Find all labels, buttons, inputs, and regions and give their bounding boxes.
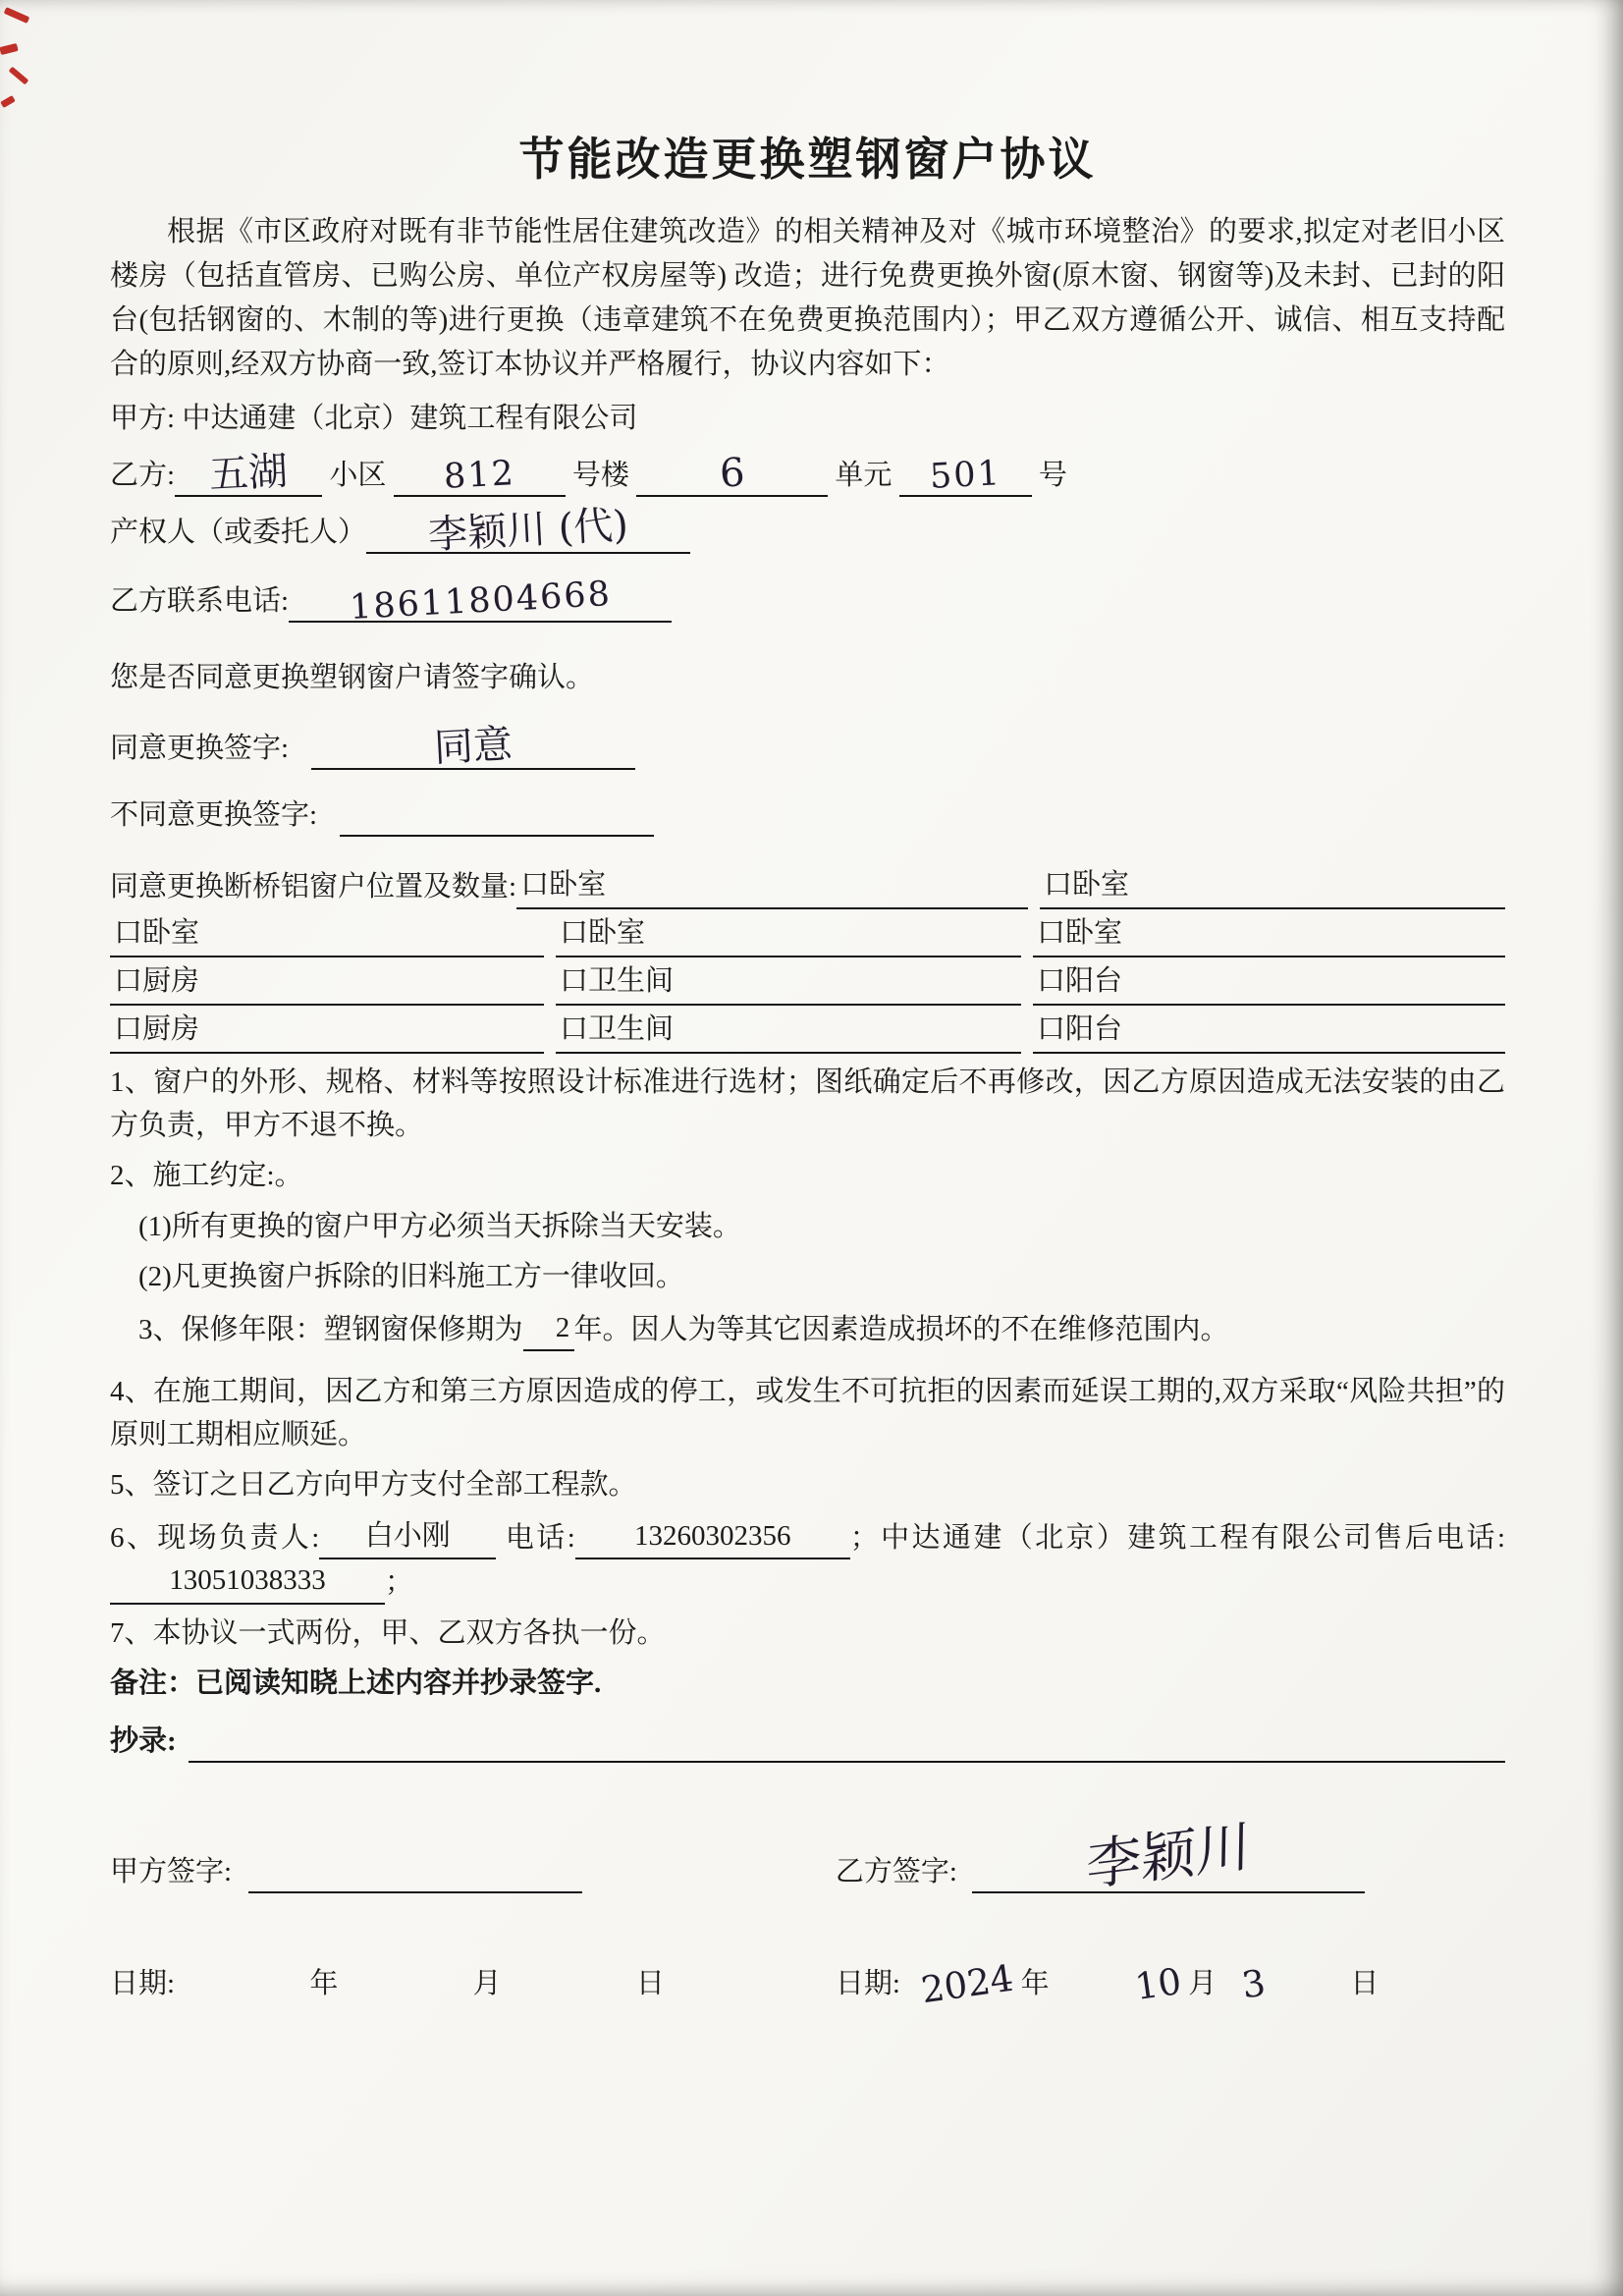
party-a-signature-label: 甲方签字: bbox=[110, 1855, 233, 1887]
party-a-label: 甲方: bbox=[110, 402, 176, 434]
window-cell: 口卧室 bbox=[516, 864, 1028, 909]
party-b-signature-block bbox=[835, 1814, 1505, 1899]
red-scan-mark bbox=[0, 95, 16, 108]
owner-label: 产权人（或委托人） bbox=[110, 516, 367, 548]
clause-6-pre: 6、现场负责人: bbox=[110, 1521, 320, 1554]
clause-2: 2、施工约定:。 bbox=[110, 1160, 303, 1192]
clause-7: 7、本协议一式两份，甲、乙双方各执一份。 bbox=[110, 1616, 666, 1649]
window-location-table bbox=[110, 864, 1505, 1054]
document-content bbox=[110, 126, 1505, 2012]
remark-line bbox=[110, 1663, 1505, 1706]
owner-blank bbox=[366, 502, 690, 559]
clause-3-pre: 3、保修年限：塑钢窗保修期为 bbox=[138, 1313, 523, 1345]
party-b-date-block bbox=[835, 1956, 1505, 2012]
party-a-value: 中达通建（北京）建筑工程有限公司 bbox=[182, 402, 638, 434]
party-b-signature-handwriting: 李颖川 bbox=[1086, 1814, 1252, 1899]
red-scan-mark bbox=[9, 67, 29, 85]
room-blank bbox=[899, 452, 1032, 497]
party-a-line bbox=[110, 397, 1505, 440]
disagree-line bbox=[110, 793, 1505, 837]
intro-paragraph: 根据《市区政府对既有非节能性居住建筑改造》的相关精神及对《城市环境整治》的要求,拟定对老旧小区楼房（包括直管房、已购公房、单位产权房屋等) 改造；进行免费更换外窗(原木窗、钢窗等)及未封、已封的阳台(包括钢窗的、木制的等)进行更换（违章建筑不在免费更换范围内）；甲乙双方遵循公开、诚信、相互支持配合的原则,经双方协商一致,签订本协议并严格履行，协议内容如下： bbox=[110, 215, 1505, 380]
page-title: 节能改造更换塑钢窗户协议 bbox=[518, 135, 1097, 185]
party-b-line bbox=[110, 450, 1505, 497]
clause-2-2: (2)凡更换窗户拆除的旧料施工方一律收回。 bbox=[138, 1261, 684, 1293]
window-table-row bbox=[110, 912, 1505, 957]
day-suffix: 日 bbox=[1350, 1968, 1380, 2000]
phone-handwriting: 18611804668 bbox=[348, 574, 613, 628]
window-table-header: 同意更换断桥铝窗户位置及数量: bbox=[110, 871, 517, 903]
disagree-blank bbox=[340, 797, 654, 837]
window-cell: 口厨房 bbox=[110, 960, 544, 1006]
signature-row bbox=[110, 1814, 1505, 1899]
community-suffix: 小区 bbox=[329, 459, 387, 491]
consent-prompt: 您是否同意更换塑钢窗户请签字确认。 bbox=[110, 661, 595, 693]
agree-blank bbox=[311, 723, 635, 770]
year-suffix: 年 bbox=[309, 1968, 339, 2000]
room-suffix: 号 bbox=[1038, 459, 1067, 491]
remark-label: 备注： bbox=[110, 1667, 196, 1700]
window-cell: 口卧室 bbox=[110, 912, 544, 957]
party-b-label: 乙方: bbox=[110, 459, 176, 491]
party-b-date-label: 日期: bbox=[835, 1968, 900, 2000]
building-handwriting: 812 bbox=[442, 453, 516, 497]
red-scan-mark bbox=[4, 7, 30, 24]
unit-suffix: 单元 bbox=[835, 459, 893, 491]
building-suffix: 号楼 bbox=[571, 459, 629, 491]
warranty-years-value: 2 bbox=[523, 1307, 574, 1352]
aftersales-phone-value: 13051038333 bbox=[110, 1559, 385, 1605]
party-b-signature-label: 乙方签字: bbox=[835, 1855, 957, 1887]
party-a-signature-blank bbox=[248, 1854, 582, 1893]
party-b-year-handwriting: 2024 bbox=[918, 1956, 1016, 2012]
clause-3 bbox=[110, 1307, 1505, 1352]
window-cell: 口阳台 bbox=[1033, 960, 1505, 1006]
date-row bbox=[110, 1956, 1505, 2012]
phone-label: 乙方联系电话: bbox=[110, 584, 290, 617]
party-a-signature-block bbox=[110, 1850, 836, 1893]
party-b-day-handwriting: 3 bbox=[1238, 1961, 1268, 2007]
day-suffix: 日 bbox=[635, 1968, 665, 2000]
community-handwriting: 五湖 bbox=[207, 448, 290, 498]
window-cell: 口厨房 bbox=[110, 1009, 544, 1054]
party-b-signature-blank bbox=[972, 1814, 1365, 1899]
clause-4: 4、在施工期间，因乙方和第三方原因造成的停工，或发生不可抗拒的因素而延误工期的,双方采取“风险共担”的原则工期相应顺延。 bbox=[110, 1376, 1505, 1450]
building-blank bbox=[394, 452, 566, 497]
community-blank bbox=[175, 450, 322, 497]
unit-handwriting: 6 bbox=[718, 450, 746, 497]
window-table-row bbox=[110, 960, 1505, 1006]
month-suffix: 月 bbox=[472, 1968, 502, 2000]
clause-6 bbox=[110, 1515, 1505, 1605]
clause-6-mid: ；中达通建（北京）建筑工程有限公司售后电话: bbox=[849, 1521, 1505, 1554]
month-suffix: 月 bbox=[1188, 1968, 1217, 2000]
clause-2-1: (1)所有更换的窗户甲方必须当天拆除当天安装。 bbox=[138, 1210, 741, 1242]
window-table-row bbox=[110, 864, 1505, 909]
clause-3-post: 年。因人为等其它因素造成损坏的不在维修范围内。 bbox=[573, 1313, 1229, 1345]
phone-blank bbox=[289, 574, 672, 628]
window-table-row bbox=[110, 1009, 1505, 1054]
owner-line bbox=[110, 502, 1505, 559]
site-manager-value: 白小刚 bbox=[319, 1515, 496, 1560]
agree-line bbox=[110, 723, 1505, 770]
year-suffix: 年 bbox=[1020, 1968, 1050, 2000]
unit-blank bbox=[636, 450, 828, 497]
room-handwriting: 501 bbox=[928, 453, 1002, 497]
remark-text: 已阅读知晓上述内容并抄录签字. bbox=[195, 1667, 602, 1700]
clause-6-end: ； bbox=[385, 1566, 414, 1599]
party-b-month-handwriting: 10 bbox=[1132, 1959, 1184, 2009]
window-cell: 口卧室 bbox=[556, 912, 1021, 957]
copy-label: 抄录: bbox=[110, 1724, 177, 1757]
party-a-date-block bbox=[110, 1962, 836, 2005]
clause-1: 1、窗户的外形、规格、材料等按照设计标准进行选材；图纸确定后不再修改，因乙方原因造成无法安装的由乙方负责，甲方不退不换。 bbox=[110, 1066, 1505, 1141]
agree-label: 同意更换签字: bbox=[110, 733, 290, 765]
window-cell: 口卧室 bbox=[1040, 864, 1505, 909]
agree-handwriting: 同意 bbox=[433, 721, 514, 772]
clause-6-phone-label: 电话: bbox=[505, 1521, 575, 1554]
disagree-label: 不同意更换签字: bbox=[110, 799, 318, 832]
party-a-date-label: 日期: bbox=[110, 1968, 176, 2000]
red-scan-mark bbox=[0, 43, 19, 55]
window-cell: 口阳台 bbox=[1033, 1009, 1505, 1054]
owner-handwriting: 李颖川 (代) bbox=[426, 502, 630, 559]
window-cell: 口卧室 bbox=[1033, 912, 1505, 957]
window-cell: 口卫生间 bbox=[556, 1009, 1021, 1054]
copy-blank bbox=[189, 1723, 1505, 1763]
phone-line bbox=[110, 574, 1505, 628]
window-cell: 口卫生间 bbox=[556, 960, 1021, 1006]
copy-line bbox=[110, 1720, 1505, 1763]
clause-5: 5、签订之日乙方向甲方支付全部工程款。 bbox=[110, 1469, 637, 1502]
site-manager-phone-value: 13260302356 bbox=[575, 1515, 850, 1560]
